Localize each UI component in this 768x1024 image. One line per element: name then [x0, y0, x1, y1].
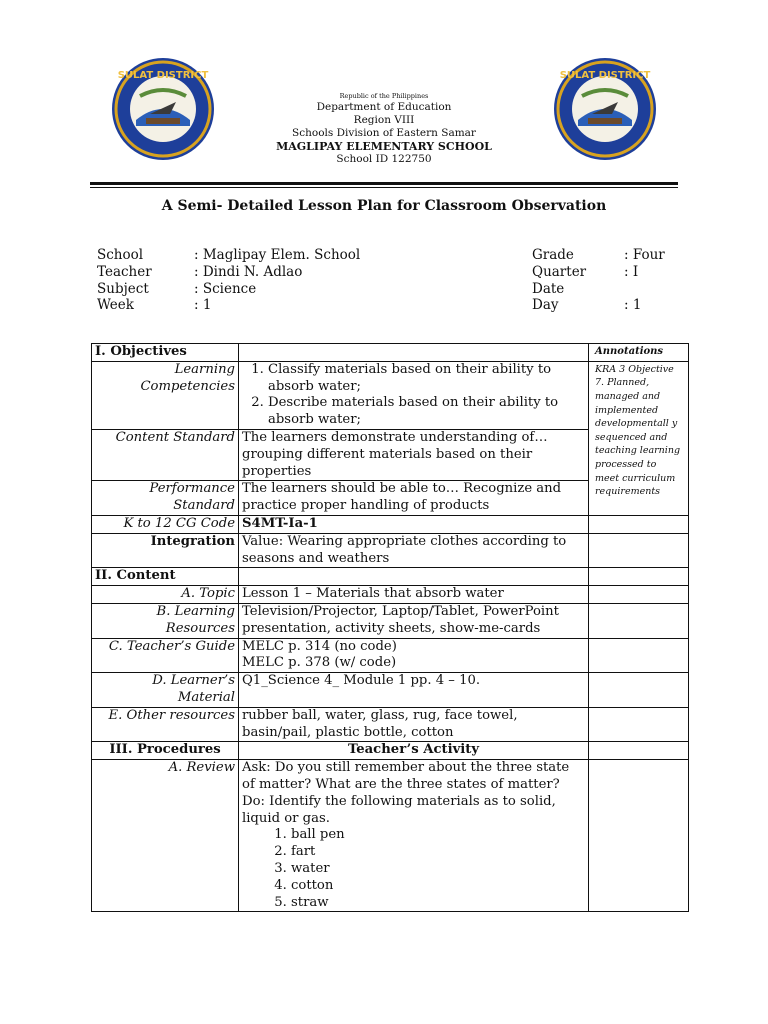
other-resources-value: rubber ball, water, glass, rug, face towel, basin/pail, plastic bottle, cotton — [239, 707, 589, 742]
empty-cell — [589, 603, 689, 638]
empty-cell — [589, 515, 689, 533]
seal-text: SULAT DISTRICT — [559, 70, 651, 81]
info-value: : Dindi N. Adlao — [194, 263, 303, 280]
info-value: : 1 — [624, 297, 642, 314]
learning-resources-value: Television/Projector, Laptop/Tablet, PowerPoint presentation, activity sheets, show-me-cards — [239, 603, 589, 638]
info-label: Quarter — [532, 263, 587, 280]
section-procedures: III. Procedures — [92, 742, 239, 760]
table-row — [92, 361, 689, 429]
info-row — [97, 247, 360, 264]
content-standard-label: Content Standard — [92, 429, 239, 480]
info-row — [97, 281, 360, 298]
info-row — [532, 297, 665, 314]
teachers-guide-line: MELC p. 314 (no code) — [242, 638, 397, 654]
table-row — [92, 533, 689, 568]
teachers-guide-label: C. Teacher’s Guide — [92, 638, 239, 673]
cg-code-value: S4MT-Ia-1 — [239, 515, 589, 533]
annotation-text: KRA 3 Objective 7. Planned, managed and implemented developmentall y sequenced and teaching learning processed to meet curriculum requirements — [589, 361, 689, 515]
republic-line: Republic of the Philippines — [339, 92, 429, 100]
performance-standard-value: The learners should be able to… Recognize and practice proper handling of products — [239, 481, 589, 516]
list-item: 2. fart — [291, 844, 585, 861]
review-do: Do: Identify the following materials as to solid, liquid or gas. — [242, 793, 556, 826]
info-label: Day — [532, 297, 559, 314]
list-item: 4. cotton — [291, 878, 585, 895]
info-row — [532, 281, 665, 298]
learning-resources-label: B. Learning Resources — [92, 603, 239, 638]
learners-material-label: D. Learner’s Material — [92, 673, 239, 708]
table-row — [92, 586, 689, 604]
integration-label: Integration — [92, 533, 239, 568]
table-row — [92, 760, 689, 912]
info-value: : Science — [194, 280, 257, 297]
list-item: 3. water — [291, 861, 585, 878]
empty-cell — [589, 638, 689, 673]
empty-cell — [589, 586, 689, 604]
header-rule-thin — [90, 187, 678, 188]
list-item: 2. Describe materials based on their ability to absorb water; — [268, 395, 585, 429]
learning-competencies-label: Learning Competencies — [92, 361, 239, 429]
info-label: School — [97, 247, 144, 263]
review-ask: Ask: Do you still remember about the three state of matter? What are the three states of matter? — [242, 760, 570, 792]
empty-cell — [589, 568, 689, 586]
list-item: 1. Classify materials based on their ability to absorb water; — [268, 362, 585, 396]
empty-cell — [239, 344, 589, 362]
division-line: Schools Division of Eastern Samar — [292, 127, 476, 139]
info-label: Week — [97, 297, 134, 314]
empty-cell — [589, 673, 689, 708]
info-row — [532, 247, 665, 264]
school-id: School ID 122750 — [336, 153, 432, 165]
list-item: 5. straw — [291, 895, 585, 912]
review-value — [239, 760, 589, 912]
region-line: Region VIII — [353, 114, 415, 126]
district-seal-right — [552, 56, 658, 162]
lesson-plan-table — [91, 343, 689, 912]
content-standard-value: The learners demonstrate understanding of… grouping different materials based on their properties — [239, 429, 589, 480]
info-value: : Maglipay Elem. School — [194, 247, 361, 263]
empty-cell — [589, 760, 689, 912]
info-label: Date — [532, 280, 565, 297]
info-label: Subject — [97, 280, 149, 297]
empty-cell — [589, 707, 689, 742]
info-value — [624, 281, 665, 298]
teachers-guide-value — [239, 638, 589, 673]
topic-value: Lesson 1 – Materials that absorb water — [239, 586, 589, 604]
empty-cell — [239, 568, 589, 586]
table-row — [92, 603, 689, 638]
cg-code-label: K to 12 CG Code — [92, 515, 239, 533]
school-name: MAGLIPAY ELEMENTARY SCHOOL — [276, 140, 492, 153]
info-row — [97, 297, 360, 314]
list-item: 1. ball pen — [291, 827, 585, 844]
table-row — [92, 673, 689, 708]
info-row — [97, 264, 360, 281]
integration-value: Value: Wearing appropriate clothes according to seasons and weathers — [239, 533, 589, 568]
info-left — [97, 247, 360, 314]
performance-standard-label: Performance Standard — [92, 481, 239, 516]
document-title: A Semi- Detailed Lesson Plan for Classroom Observation — [161, 198, 607, 214]
section-content: II. Content — [92, 568, 239, 586]
info-value: : I — [624, 263, 639, 280]
topic-label: A. Topic — [92, 586, 239, 604]
info-right — [532, 247, 665, 314]
info-row — [532, 264, 665, 281]
learners-material-value: Q1_Science 4_ Module 1 pp. 4 – 10. — [239, 673, 589, 708]
seal-text: SULAT DISTRICT — [117, 70, 209, 81]
district-seal-left — [110, 56, 216, 162]
info-value: : Four — [624, 247, 665, 263]
info-value: : 1 — [194, 297, 212, 314]
letterhead — [234, 92, 534, 166]
empty-cell — [589, 742, 689, 760]
review-label: A. Review — [92, 760, 239, 912]
table-row — [92, 515, 689, 533]
header-rule-thick — [90, 182, 678, 185]
learning-competencies-value — [239, 361, 589, 429]
department-line: Department of Education — [316, 101, 452, 113]
teachers-guide-line: MELC p. 378 (w/ code) — [242, 655, 397, 671]
table-row — [92, 742, 689, 760]
section-objectives: I. Objectives — [92, 344, 239, 362]
empty-cell — [589, 533, 689, 568]
other-resources-label: E. Other resources — [92, 707, 239, 742]
teachers-activity-header: Teacher’s Activity — [239, 742, 589, 760]
table-row — [92, 344, 689, 362]
table-row — [92, 638, 689, 673]
annotations-header: Annotations — [589, 344, 689, 362]
table-row — [92, 707, 689, 742]
table-row — [92, 568, 689, 586]
info-label: Teacher — [97, 263, 152, 280]
info-label: Grade — [532, 247, 574, 263]
